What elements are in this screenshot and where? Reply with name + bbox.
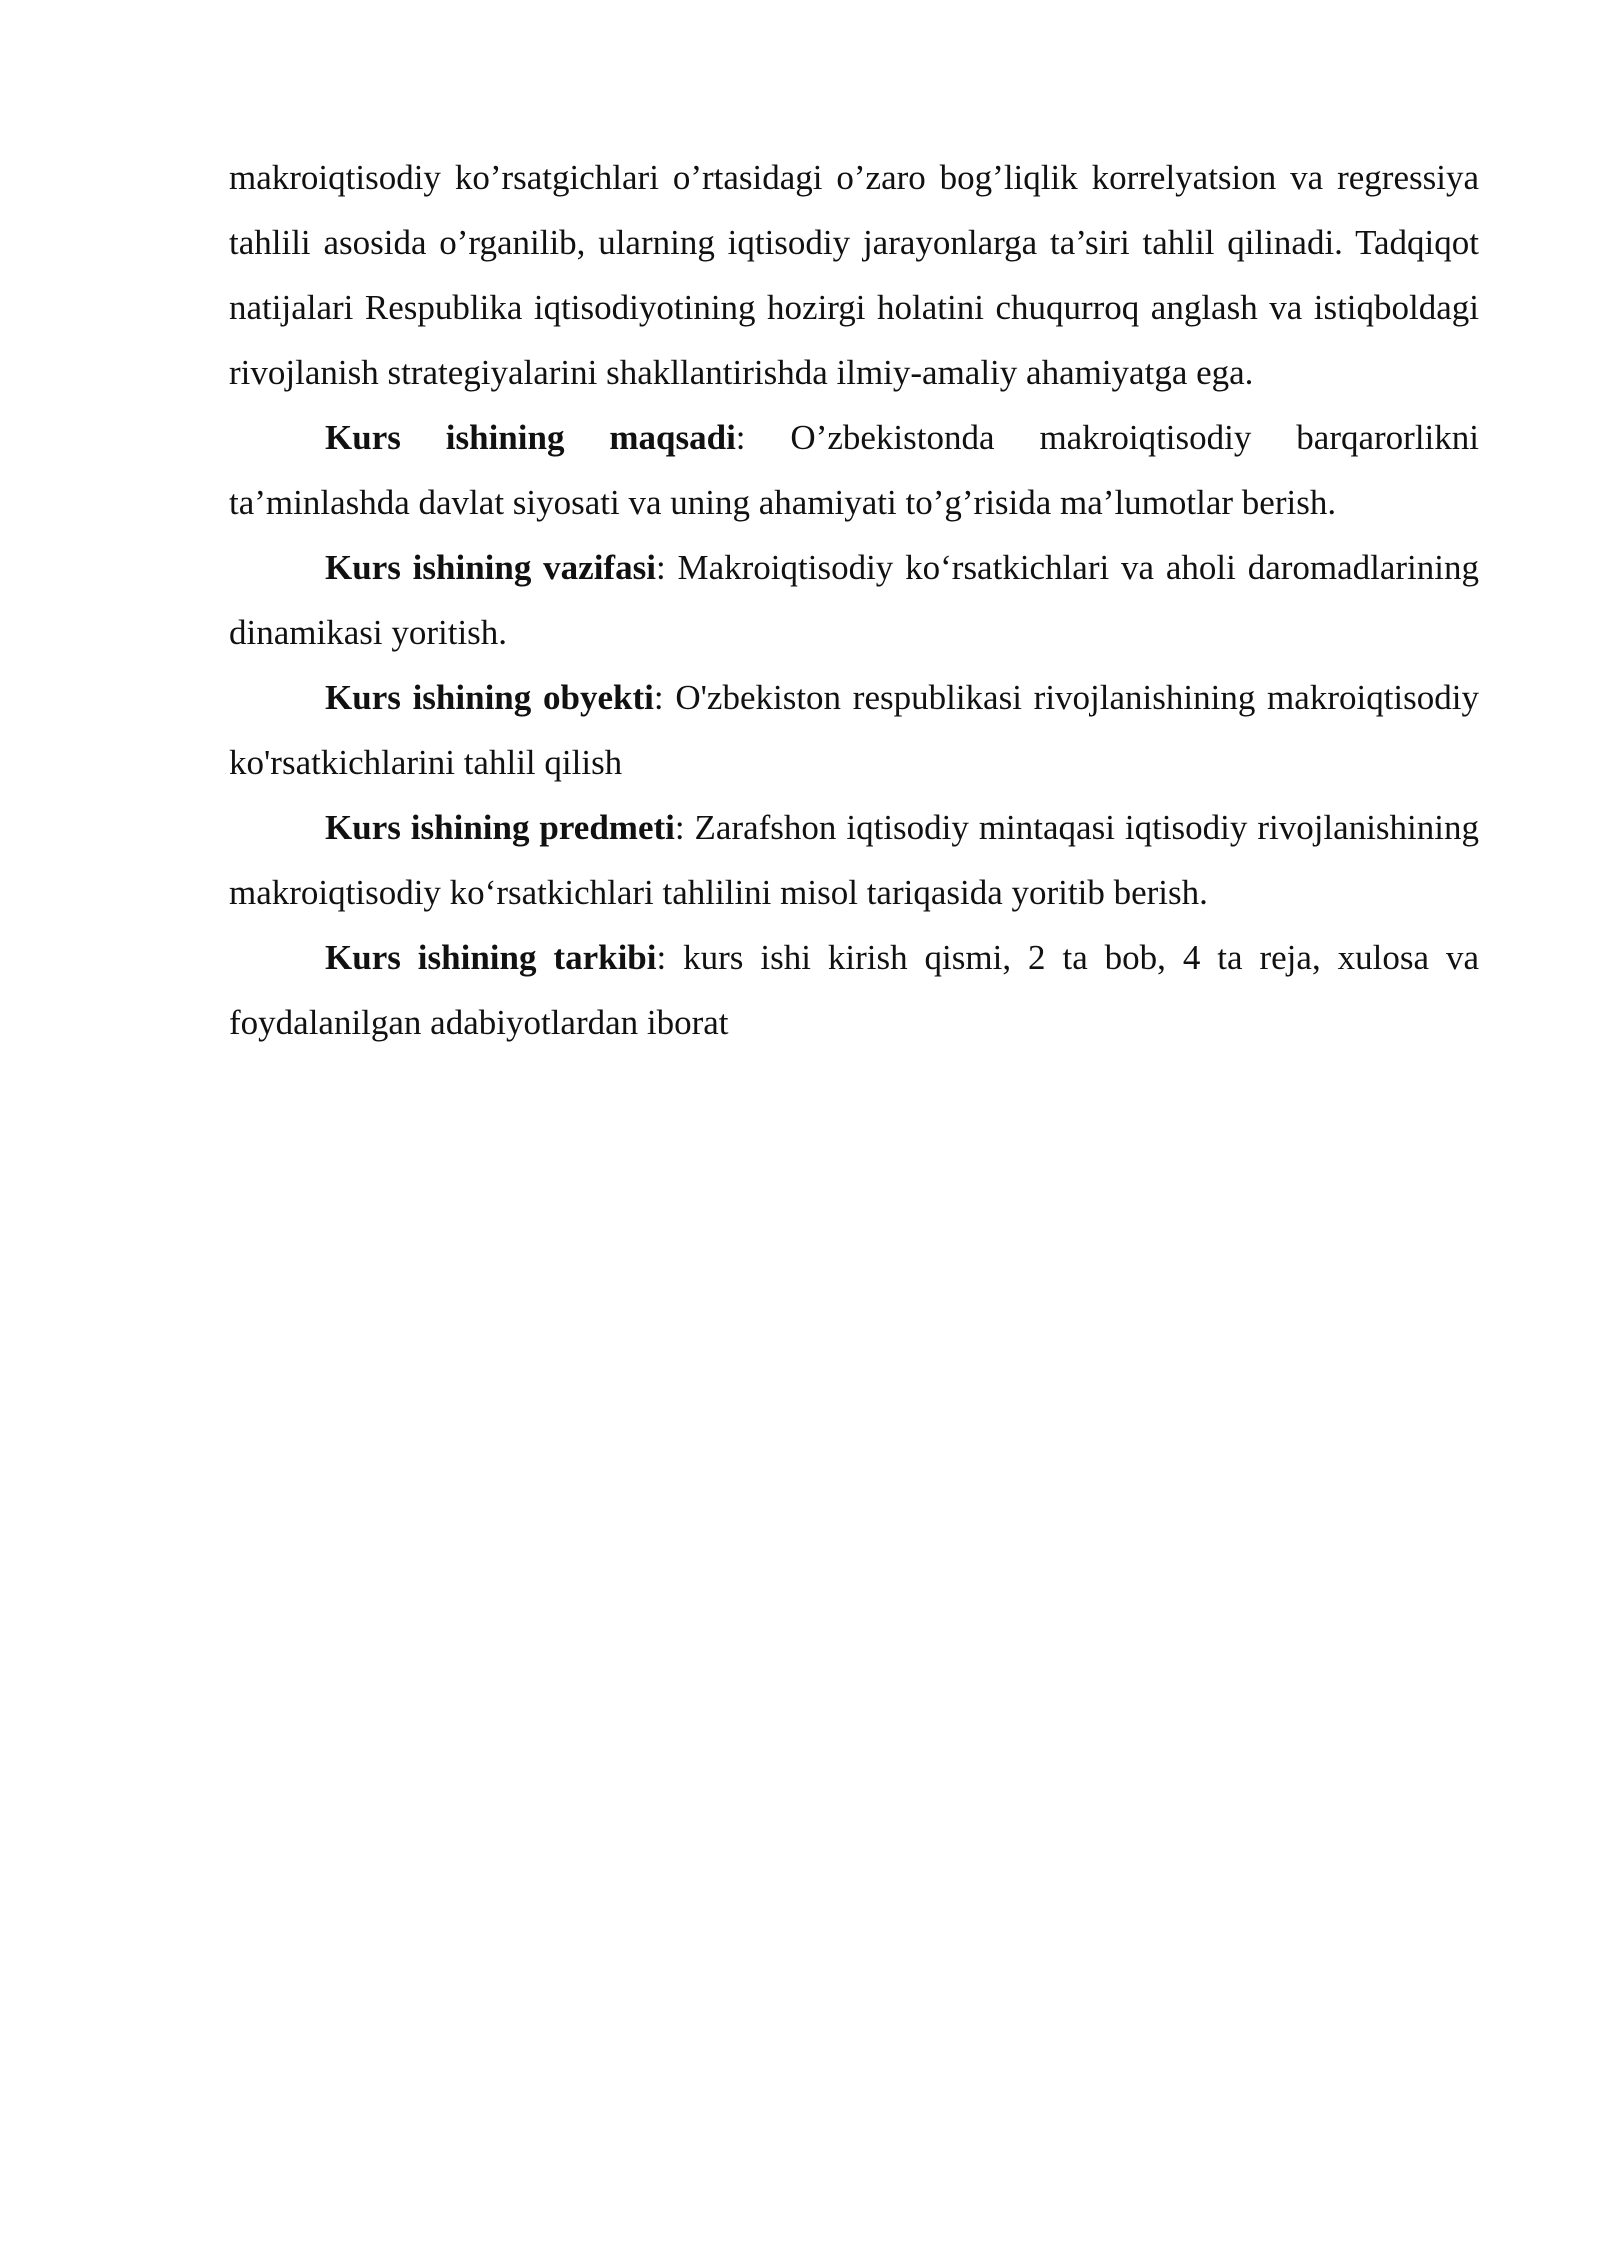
document-body — [229, 145, 1479, 1055]
task-text: : Makroiqtisodiy ko‘rsatkichlari va aholi daromadlarining dinamikasi yoritish. — [229, 548, 1480, 652]
task-term: Kurs ishining vazifasi — [325, 548, 656, 587]
structure-text: : kurs ishi kirish qismi, 2 ta bob, 4 ta reja, xulosa va foydalanilgan adabiyotlardan iborat — [229, 938, 1479, 1042]
subject-paragraph — [229, 795, 1479, 925]
subject-term: Kurs ishining predmeti — [325, 808, 675, 847]
object-paragraph — [229, 665, 1479, 795]
structure-paragraph — [229, 925, 1479, 1055]
intro-paragraph: makroiqtisodiy ko’rsatgichlari o’rtasidagi o’zaro bog’liqlik korrelyatsion va regressiya tahlili asosida o’rganilib, ularning iqtisodiy jarayonlarga ta’siri tahlil qilinadi. Tadqiqot natijalari Respublika iqtisodiyotining hozirgi holatini chuqurroq anglash va istiqboldagi rivojlanish strategiyalarini shakllantirishda ilmiy-amaliy ahamiyatga ega. — [229, 158, 1479, 392]
goal-text: : O’zbekistonda makroiqtisodiy barqarorlikni ta’minlashda davlat siyosati va uning ahamiyati to’g’risida ma’lumotlar berish. — [229, 418, 1480, 522]
task-paragraph — [229, 535, 1479, 665]
object-term: Kurs ishining obyekti — [325, 678, 654, 717]
object-text: : O'zbekiston respublikasi rivojlanishining makroiqtisodiy ko'rsatkichlarini tahlil qilish — [229, 678, 1479, 782]
subject-text: : Zarafshon iqtisodiy mintaqasi iqtisodiy rivojlanishining makroiqtisodiy ko‘rsatkichlari tahlilini misol tariqasida yoritib berish. — [229, 808, 1479, 912]
structure-term: Kurs ishining tarkibi — [325, 938, 657, 977]
goal-paragraph — [229, 405, 1479, 535]
goal-term: Kurs ishining maqsadi — [325, 418, 736, 457]
